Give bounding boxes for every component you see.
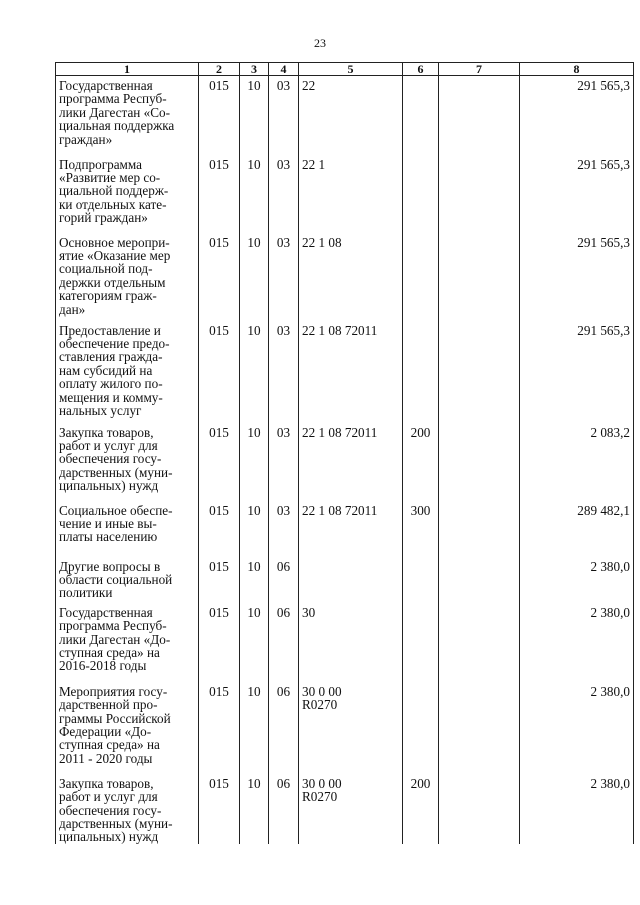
row-name: Мероприятия госу- дарственной про- граммы Российской Федерации «До- ступная среда» на 2011 - 2020 годы [56, 679, 199, 771]
header-row [56, 63, 634, 76]
row-section: 10 [240, 771, 269, 844]
row-ministry-code: 015 [199, 679, 240, 771]
row-name: Основное меропри- ятие «Оказание мер социальной под- держки отдельным категориям граж- дан» [56, 230, 199, 318]
row-col7 [439, 152, 520, 230]
row-amount: 2 380,0 [520, 771, 634, 844]
row-subsection: 03 [269, 420, 299, 498]
row-subsection: 03 [269, 76, 299, 152]
row-col7 [439, 498, 520, 554]
row-section: 10 [240, 679, 269, 771]
table-row [56, 554, 634, 600]
table-row [56, 318, 634, 420]
column-header-5: 5 [299, 63, 403, 76]
row-ministry-code: 015 [199, 152, 240, 230]
row-target-article: 30 0 00 R0270 [299, 679, 403, 771]
row-name: Другие вопросы в области социальной политики [56, 554, 199, 600]
row-expense-type [403, 679, 439, 771]
row-ministry-code: 015 [199, 420, 240, 498]
row-expense-type: 300 [403, 498, 439, 554]
row-expense-type: 200 [403, 771, 439, 844]
row-target-article: 22 1 08 72011 [299, 420, 403, 498]
row-target-article: 30 0 00 R0270 [299, 771, 403, 844]
row-target-article [299, 554, 403, 600]
row-expense-type [403, 600, 439, 679]
row-ministry-code: 015 [199, 76, 240, 152]
row-amount: 2 380,0 [520, 679, 634, 771]
column-header-7: 7 [439, 63, 520, 76]
row-subsection: 06 [269, 600, 299, 679]
column-header-6: 6 [403, 63, 439, 76]
table-row [56, 152, 634, 230]
row-target-article: 22 [299, 76, 403, 152]
row-amount: 291 565,3 [520, 230, 634, 318]
row-target-article: 30 [299, 600, 403, 679]
row-subsection: 03 [269, 498, 299, 554]
row-name: Закупка товаров, работ и услуг для обеспечения госу- дарственных (муни- ципальных) нужд [56, 771, 199, 844]
row-col7 [439, 771, 520, 844]
row-section: 10 [240, 76, 269, 152]
row-col7 [439, 76, 520, 152]
row-section: 10 [240, 554, 269, 600]
row-section: 10 [240, 498, 269, 554]
row-name: Закупка товаров, работ и услуг для обеспечения госу- дарственных (муни- ципальных) нужд [56, 420, 199, 498]
row-expense-type [403, 554, 439, 600]
row-target-article: 22 1 08 [299, 230, 403, 318]
table-row [56, 76, 634, 152]
row-ministry-code: 015 [199, 498, 240, 554]
row-expense-type: 200 [403, 420, 439, 498]
row-subsection: 03 [269, 318, 299, 420]
row-subsection: 03 [269, 230, 299, 318]
row-col7 [439, 420, 520, 498]
row-section: 10 [240, 600, 269, 679]
row-section: 10 [240, 230, 269, 318]
row-amount: 2 083,2 [520, 420, 634, 498]
row-col7 [439, 318, 520, 420]
row-name: Предоставление и обеспечение предо- ставления гражда- нам субсидий на оплату жилого по- мещения и комму- нальных услуг [56, 318, 199, 420]
row-expense-type [403, 76, 439, 152]
row-target-article: 22 1 [299, 152, 403, 230]
row-subsection: 06 [269, 554, 299, 600]
column-header-3: 3 [240, 63, 269, 76]
row-amount: 291 565,3 [520, 152, 634, 230]
row-col7 [439, 230, 520, 318]
row-subsection: 06 [269, 679, 299, 771]
row-expense-type [403, 230, 439, 318]
column-header-4: 4 [269, 63, 299, 76]
column-header-1: 1 [56, 63, 199, 76]
row-name: Социальное обеспе- чение и иные вы- платы населению [56, 498, 199, 554]
table-row [56, 498, 634, 554]
budget-table [55, 62, 634, 844]
row-ministry-code: 015 [199, 600, 240, 679]
row-ministry-code: 015 [199, 554, 240, 600]
row-ministry-code: 015 [199, 318, 240, 420]
table-row [56, 679, 634, 771]
row-name: Подпрограмма «Развитие мер со- циальной поддерж- ки отдельных кате- горий граждан» [56, 152, 199, 230]
table-row [56, 230, 634, 318]
row-expense-type [403, 318, 439, 420]
row-name: Государственная программа Респуб- лики Дагестан «До- ступная среда» на 2016-2018 годы [56, 600, 199, 679]
table-row [56, 600, 634, 679]
table-row [56, 420, 634, 498]
row-name: Государственная программа Респуб- лики Дагестан «Со- циальная поддержка граждан» [56, 76, 199, 152]
table-row [56, 771, 634, 844]
row-amount: 2 380,0 [520, 554, 634, 600]
row-ministry-code: 015 [199, 230, 240, 318]
row-target-article: 22 1 08 72011 [299, 498, 403, 554]
row-expense-type [403, 152, 439, 230]
row-section: 10 [240, 318, 269, 420]
row-subsection: 06 [269, 771, 299, 844]
row-subsection: 03 [269, 152, 299, 230]
row-ministry-code: 015 [199, 771, 240, 844]
table-body [56, 76, 634, 844]
column-header-2: 2 [199, 63, 240, 76]
row-col7 [439, 600, 520, 679]
row-amount: 289 482,1 [520, 498, 634, 554]
row-amount: 291 565,3 [520, 76, 634, 152]
page-number: 23 [314, 36, 326, 50]
row-section: 10 [240, 152, 269, 230]
column-header-8: 8 [520, 63, 634, 76]
row-target-article: 22 1 08 72011 [299, 318, 403, 420]
row-amount: 2 380,0 [520, 600, 634, 679]
row-col7 [439, 554, 520, 600]
row-amount: 291 565,3 [520, 318, 634, 420]
row-col7 [439, 679, 520, 771]
row-section: 10 [240, 420, 269, 498]
